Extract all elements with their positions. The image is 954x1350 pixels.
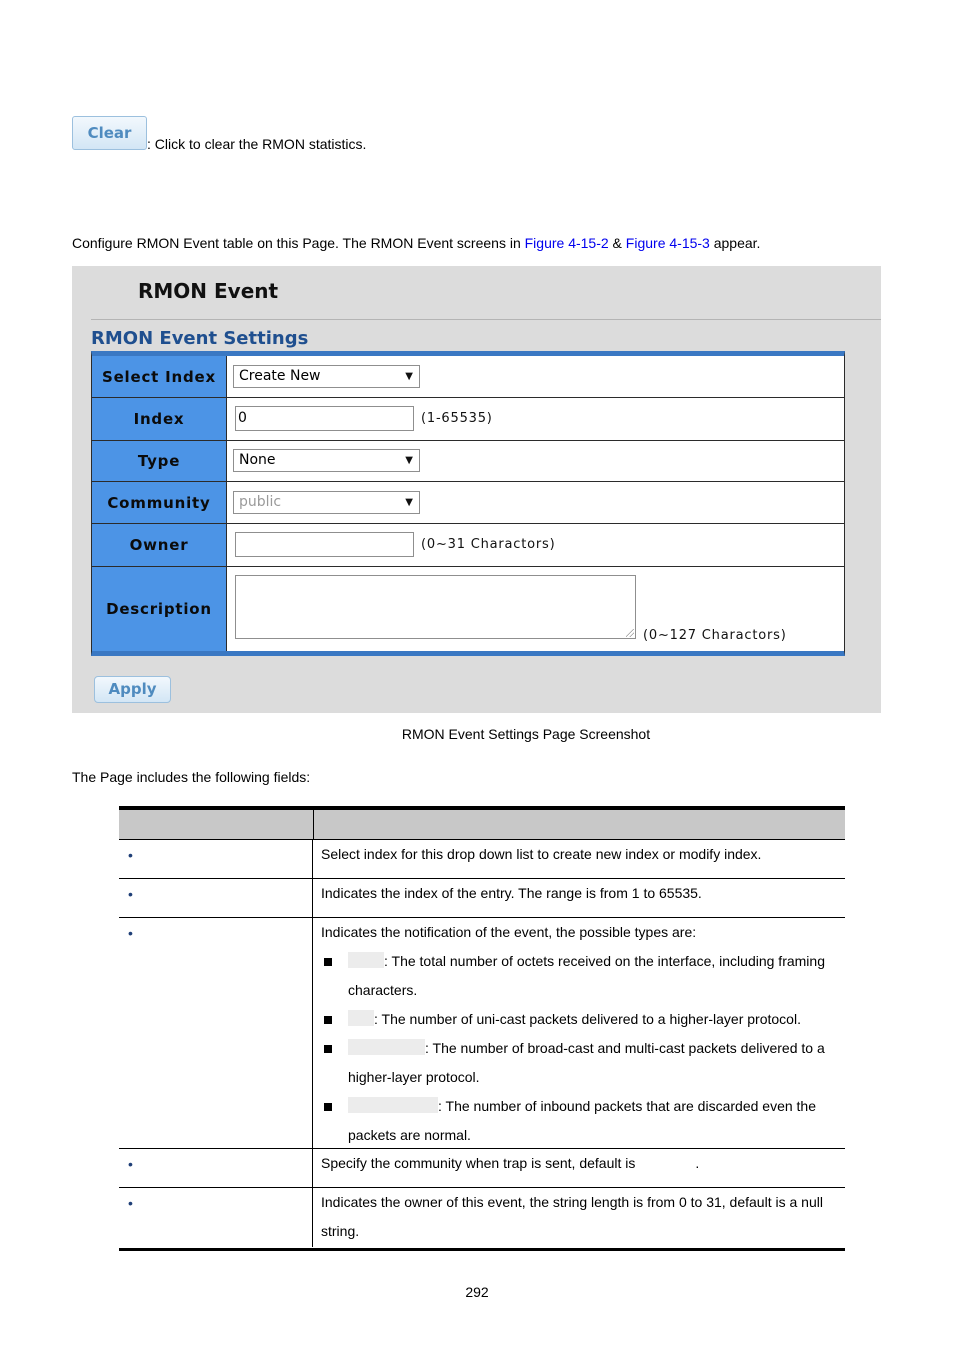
- description-label: Description: [92, 567, 227, 651]
- row-description: Indicates the index of the entry. The range is from 1 to 65535.: [321, 885, 702, 901]
- panel-divider: [91, 319, 881, 320]
- intro-amp: &: [608, 235, 626, 251]
- community-label: Community: [92, 482, 227, 523]
- row-description: Select index for this drop down list to create new index or modify index.: [321, 846, 762, 862]
- community-dropdown[interactable]: public ▼: [233, 491, 420, 514]
- table-row: • Specify the community when trap is sent, default is .: [119, 1149, 845, 1188]
- table-row: [119, 840, 845, 879]
- index-label: Index: [92, 398, 227, 440]
- table-header: [119, 809, 845, 840]
- clear-description: : Click to clear the RMON statistics.: [147, 136, 367, 152]
- row-owner: [92, 524, 844, 567]
- page-number: 292: [465, 1284, 489, 1300]
- index-input[interactable]: 0: [235, 406, 414, 431]
- row-community: [92, 482, 844, 524]
- description-textarea[interactable]: [235, 575, 636, 639]
- figure-link-2[interactable]: Figure 4-15-2: [524, 235, 609, 251]
- list-item: : The number of inbound packets that are discarded even the packets are normal.: [321, 1092, 837, 1150]
- bullet-icon: •: [128, 1156, 133, 1172]
- row-description: Indicates the owner of this event, the string length is from 0 to 31, default is a null string.: [321, 1194, 823, 1239]
- figure-link-3[interactable]: Figure 4-15-3: [625, 235, 710, 251]
- type-dropdown[interactable]: None ▼: [233, 449, 420, 472]
- row-description: Specify the community when trap is sent, default is: [321, 1155, 636, 1171]
- intro-text: [72, 235, 760, 251]
- fields-intro: The Page includes the following fields:: [72, 769, 311, 785]
- section-title: RMON Event Settings: [91, 328, 309, 349]
- bullet-icon: •: [128, 1195, 133, 1211]
- panel-title: RMON Event: [138, 279, 279, 303]
- select-index-label: Select Index: [92, 356, 227, 397]
- row-type: [92, 441, 844, 482]
- row-index: [92, 398, 844, 441]
- figure-caption: RMON Event Settings Page Screenshot: [401, 726, 651, 742]
- bullet-icon: •: [128, 847, 133, 863]
- chevron-down-icon: ▼: [405, 455, 413, 466]
- bullet-icon: •: [128, 886, 133, 902]
- clear-button[interactable]: Clear: [72, 116, 147, 150]
- type-label: Type: [92, 441, 227, 481]
- table-bottom-rule: [119, 1248, 845, 1251]
- chevron-down-icon: ▼: [405, 497, 413, 508]
- rmon-event-settings-form: [91, 351, 845, 656]
- bullet-icon: •: [128, 925, 133, 941]
- list-item: : The total number of octets received on the interface, including framing characters.: [321, 947, 837, 1005]
- intro-before: Configure RMON Event table on this Page. The RMON Event screens in: [72, 235, 525, 251]
- description-length-hint: (0~127 Charactors): [643, 628, 787, 643]
- rmon-event-screenshot: [72, 266, 881, 713]
- fields-table: [119, 806, 845, 1251]
- list-item: : The number of uni-cast packets delivered to a higher-layer protocol.: [321, 1005, 837, 1034]
- intro-after: appear.: [709, 235, 761, 251]
- index-range-hint: (1-65535): [421, 411, 493, 426]
- table-row: [119, 918, 845, 1149]
- list-item: : The number of broad-cast and multi-cast packets delivered to a higher-layer protocol.: [321, 1034, 837, 1092]
- owner-input[interactable]: [235, 532, 414, 557]
- resize-handle-icon[interactable]: [626, 629, 634, 637]
- owner-label: Owner: [92, 524, 227, 566]
- select-index-dropdown[interactable]: Create New ▼: [233, 365, 420, 388]
- row-description: [92, 567, 844, 651]
- table-row: [119, 879, 845, 918]
- row-select-index: [92, 356, 844, 398]
- apply-button[interactable]: Apply: [94, 676, 171, 703]
- type-intro: Indicates the notification of the event, the possible types are:: [321, 924, 697, 940]
- table-row: [119, 1188, 845, 1247]
- owner-length-hint: (0~31 Charactors): [421, 537, 556, 552]
- chevron-down-icon: ▼: [405, 371, 413, 382]
